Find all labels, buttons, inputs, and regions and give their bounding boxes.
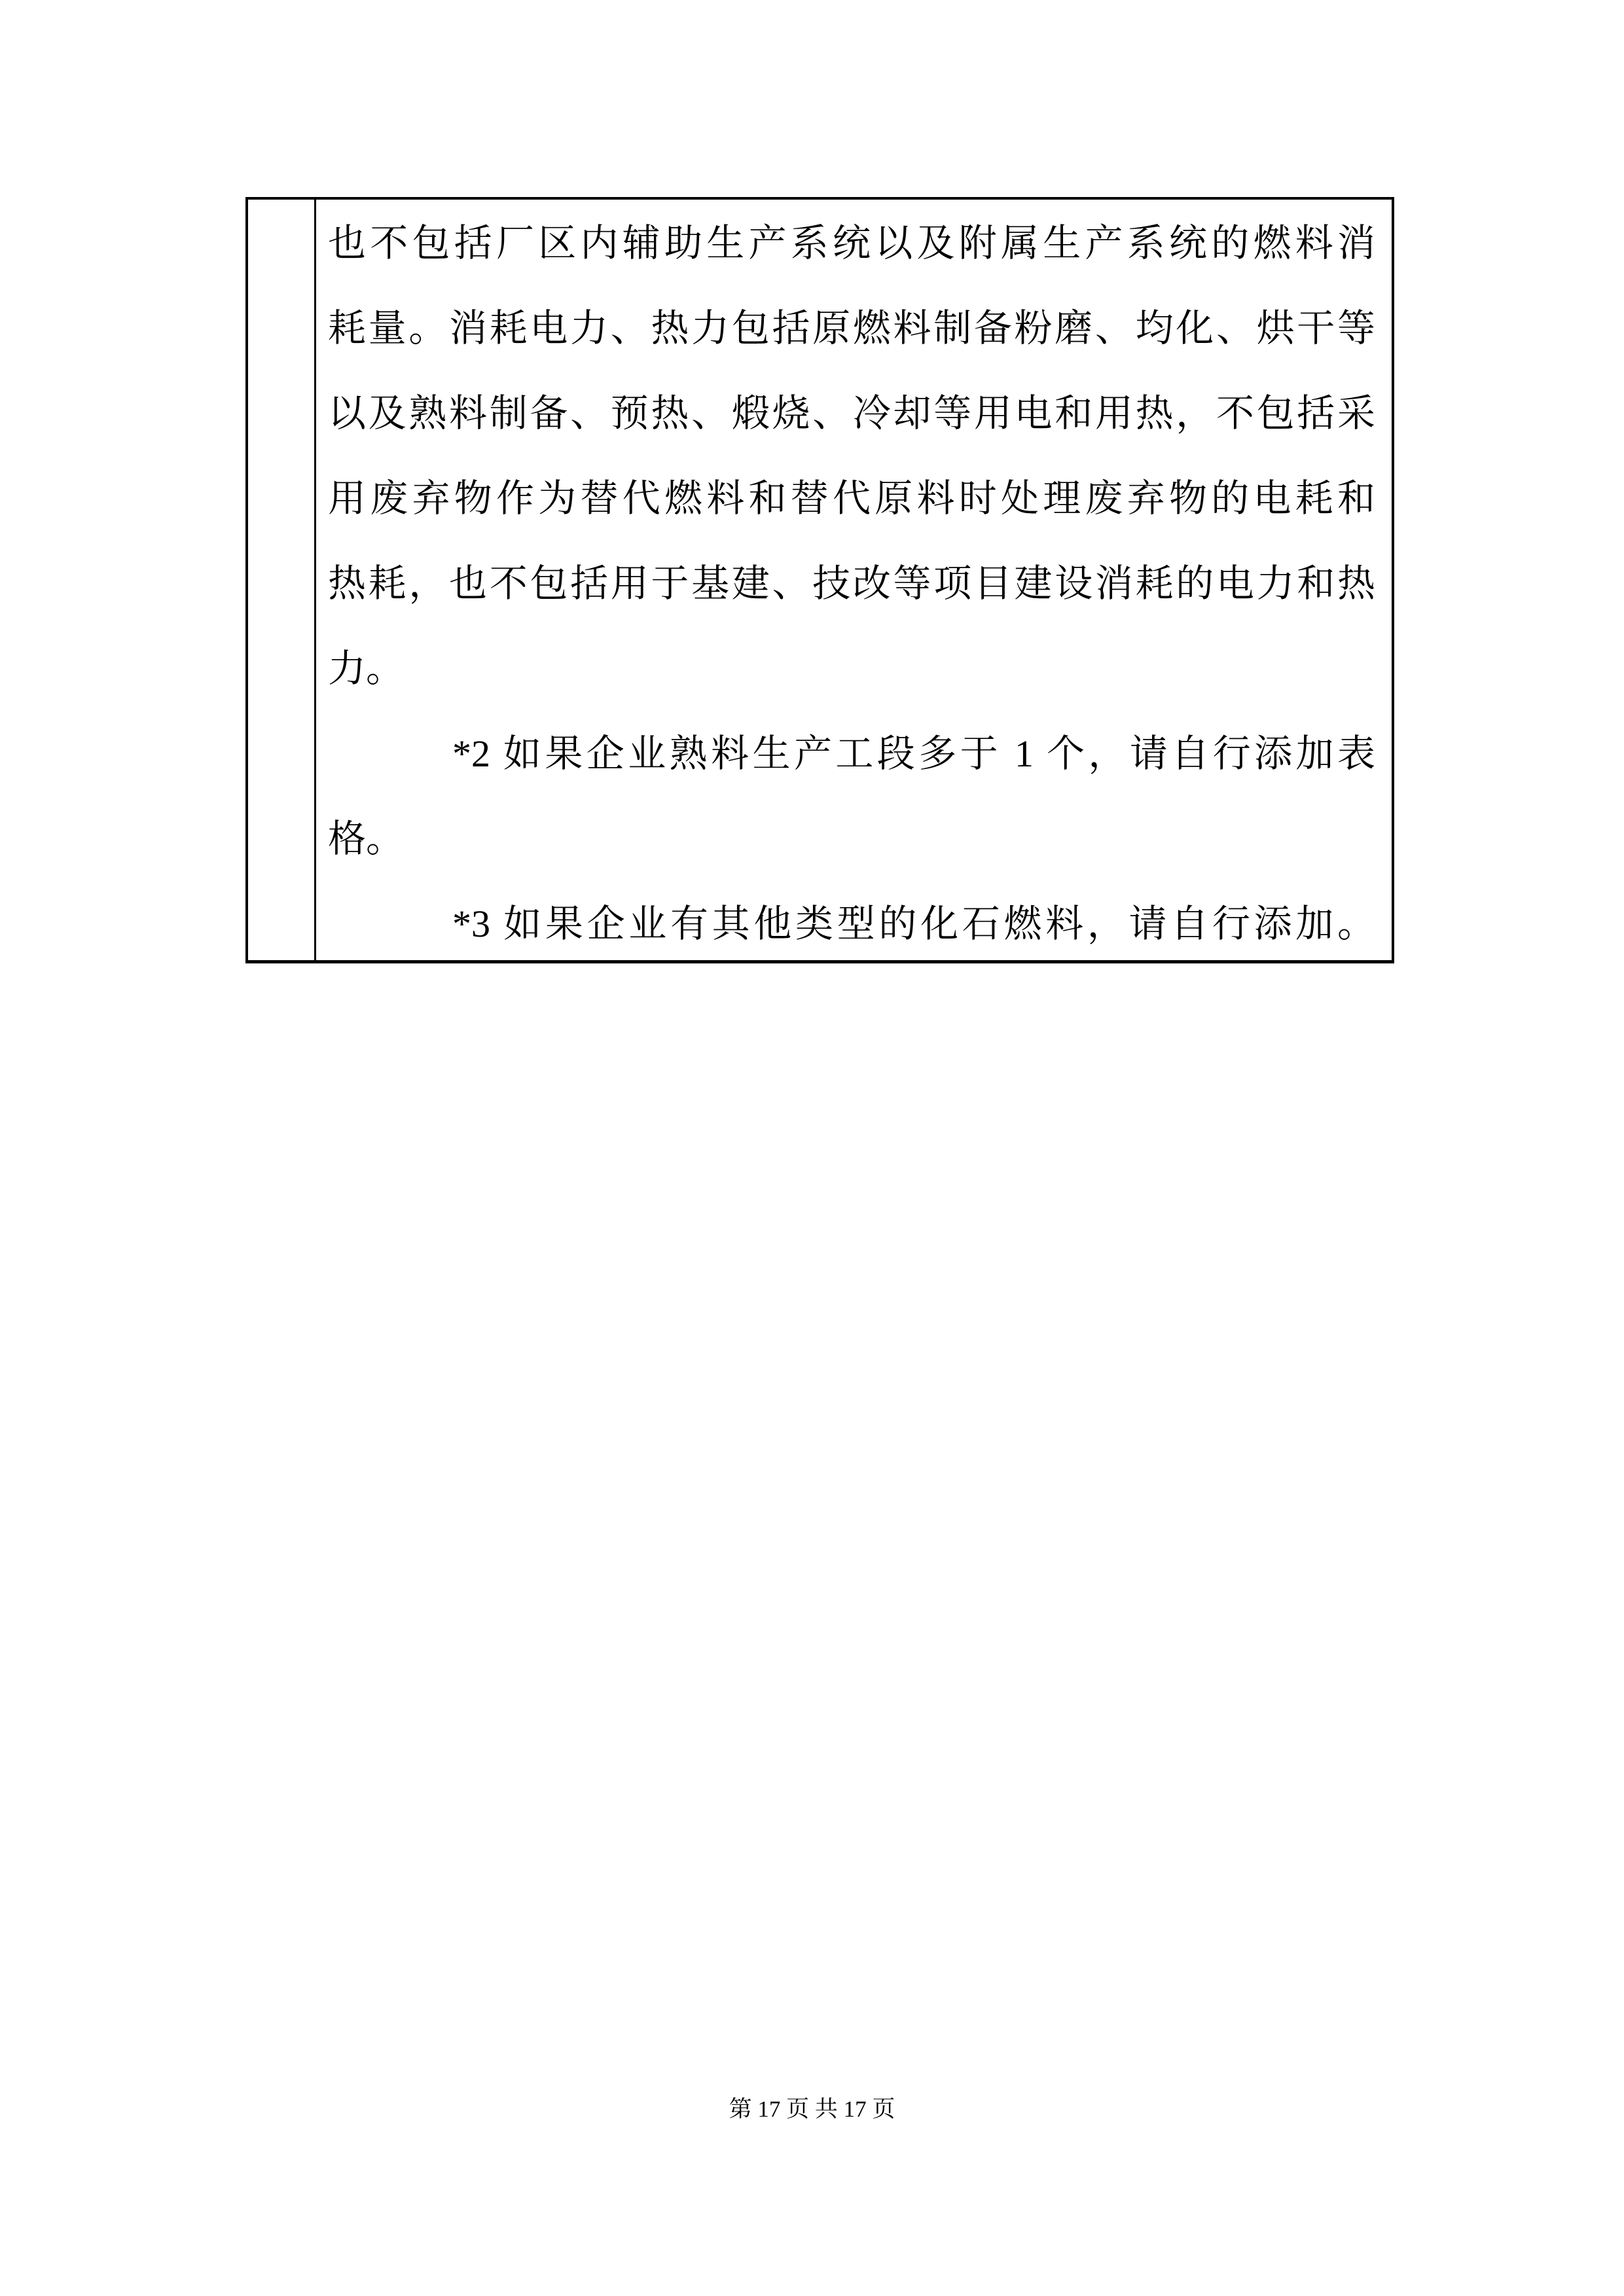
note-text-line: 热耗，也不包括用于基建、技改等项目建设消耗的电力和热	[328, 562, 1375, 605]
note-text-line: 以及熟料制备、预热、煅烧、冷却等用电和用热，不包括采	[328, 392, 1375, 435]
table-left-column-cell	[248, 200, 316, 960]
footnote-2-line: *2 如果企业熟料生产工段多于 1 个，请自行添加表	[452, 732, 1375, 775]
note-text-line: 耗量。消耗电力、热力包括原燃料制备粉磨、均化、烘干等	[328, 307, 1375, 350]
note-text-line: 力。	[328, 647, 405, 690]
note-text-line: 也不包括厂区内辅助生产系统以及附属生产系统的燃料消	[328, 222, 1375, 264]
page-number-footer: 第 17 页 共 17 页	[729, 2096, 895, 2122]
note-text-line: 格。	[328, 817, 405, 860]
notes-table	[245, 197, 1394, 963]
note-text-line: 用废弃物作为替代燃料和替代原料时处理废弃物的电耗和	[328, 477, 1375, 520]
table-notes-cell	[316, 200, 1392, 960]
footnote-3-line: *3 如果企业有其他类型的化石燃料，请自行添加。	[452, 903, 1375, 945]
